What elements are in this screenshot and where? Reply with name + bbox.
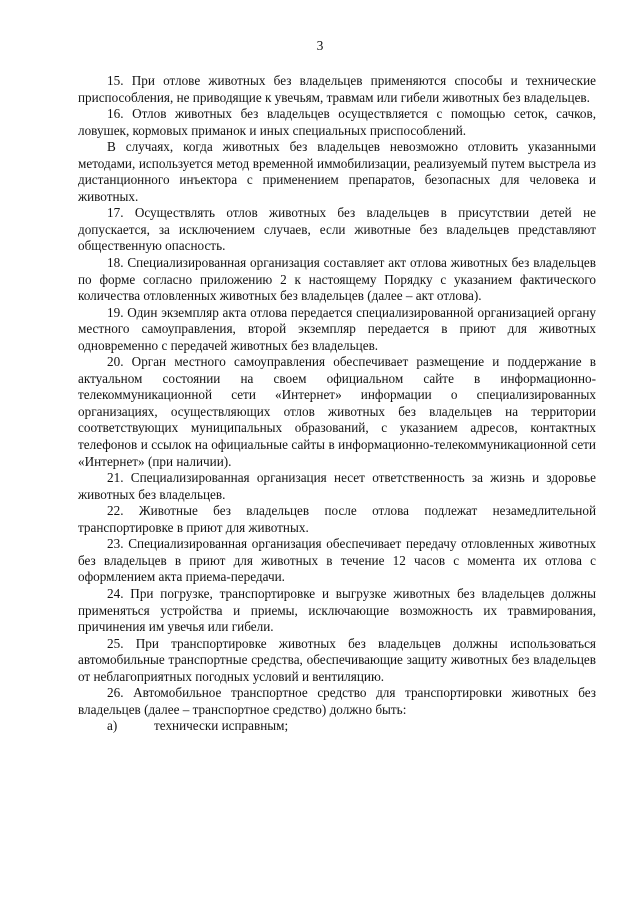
list-item: [78, 718, 596, 735]
paragraph-19: 19. Один экземпляр акта отлова передается специализированной организацией органу местного самоуправления, второй экземпляр передается в приют для животных одновременно с передачей животных без владельцев.: [78, 304, 596, 353]
paragraph-17: 17. Осуществлять отлов животных без владельцев в присутствии детей не допускается, за исключением случаев, если животные без владельцев представляют общественную опасность.: [78, 205, 596, 254]
paragraph-16-immobilization: В случаях, когда животных без владельцев невозможно отловить указанными методами, используется метод временной иммобилизации, реализуемый путем выстрела из дистанционного инъектора с применением препаратов, безопасных для человека и животных.: [78, 139, 596, 204]
list-item-text: технически исправным;: [154, 718, 289, 734]
document-body: [78, 73, 596, 735]
paragraph-24: 24. При погрузке, транспортировке и выгрузке животных без владельцев должны применяться устройства и приемы, исключающие возможность их травмирования, причинения им увечья или гибели.: [78, 585, 596, 635]
paragraph-15: 15. При отлове животных без владельцев применяются способы и технические приспособления, не приводящие к увечьям, травмам или гибели животных без владельцев.: [78, 73, 596, 105]
paragraph-16: 16. Отлов животных без владельцев осуществляется с помощью сеток, сачков, ловушек, кормовых приманок и иных специальных приспособлений.: [78, 106, 596, 138]
paragraph-22: 22. Животные без владельцев после отлова подлежат незамедлительной транспортировке в приют для животных.: [78, 503, 596, 535]
paragraph-26: 26. Автомобильное транспортное средство для транспортировки животных без владельцев (далее – транспортное средство) должно быть:: [78, 685, 596, 717]
paragraph-25: 25. При транспортировке животных без владельцев должны использоваться автомобильные транспортные средства, обеспечивающие защиту животных без владельцев от неблагоприятных погодных условий и вентиляцию.: [78, 635, 596, 684]
paragraph-20: 20. Орган местного самоуправления обеспечивает размещение и поддержание в актуальном состоянии на своем официальном сайте в информационно-телекоммуникационной сети «Интернет» информации о специализированных организациях, осуществляющих отлов животных без владельцев на территории соответствующих муниципальных образований, с указанием адресов, контактных телефонов и ссылок на официальные сайты в информационно-телекоммуникационной сети «Интернет» (при наличии).: [78, 354, 596, 469]
paragraph-23: 23. Специализированная организация обеспечивает передачу отловленных животных без владельцев в приют для животных в течение 12 часов с момента их отлова с оформлением акта приема-передачи.: [78, 536, 596, 585]
paragraph-18: 18. Специализированная организация составляет акт отлова животных без владельцев по форме согласно приложению 2 к настоящему Порядку с указанием фактического количества отловленных животных без владельцев (далее – акт отлова).: [78, 255, 596, 304]
list-item-marker: а): [107, 718, 118, 734]
paragraph-21: 21. Специализированная организация несет ответственность за жизнь и здоровье животных без владельцев.: [78, 470, 596, 502]
page-number: 3: [316, 38, 324, 53]
